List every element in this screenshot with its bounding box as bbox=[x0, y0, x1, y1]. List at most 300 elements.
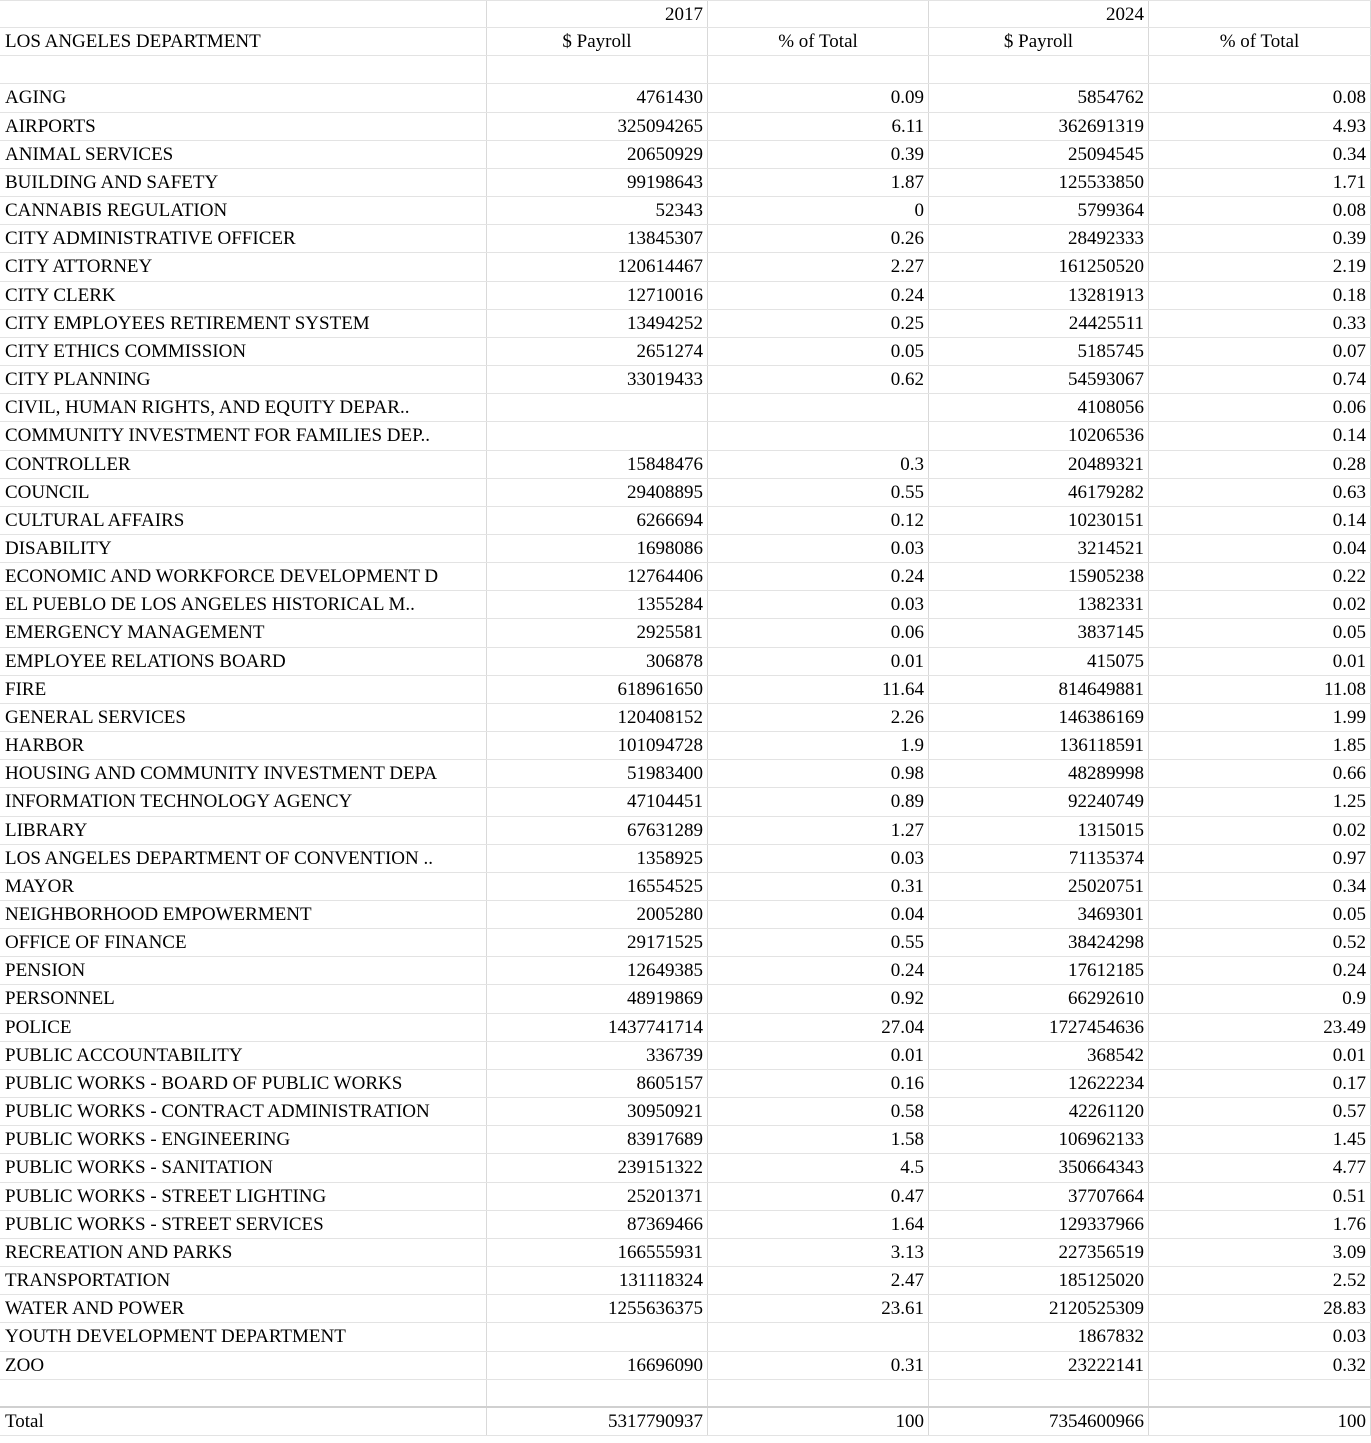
header-blank-cell[interactable] bbox=[0, 1, 487, 27]
pct-2024-cell[interactable]: 0.28 bbox=[1149, 451, 1371, 478]
payroll-2024-cell[interactable]: 1727454636 bbox=[929, 1014, 1149, 1041]
department-cell[interactable]: CITY ATTORNEY bbox=[0, 253, 487, 280]
pct-2024-cell[interactable]: 0.06 bbox=[1149, 394, 1371, 421]
pct-2024-cell[interactable]: 0.34 bbox=[1149, 873, 1371, 900]
table-row bbox=[0, 901, 1371, 929]
payroll-2024-cell[interactable]: 24425511 bbox=[929, 310, 1149, 337]
payroll-2024-cell[interactable]: 92240749 bbox=[929, 788, 1149, 815]
table-row bbox=[0, 169, 1371, 197]
department-cell[interactable]: OFFICE OF FINANCE bbox=[0, 929, 487, 956]
pct-2024-cell[interactable]: 0.08 bbox=[1149, 84, 1371, 111]
pct-2017-cell[interactable]: 2.26 bbox=[708, 704, 929, 731]
payroll-2017-cell[interactable]: 1437741714 bbox=[487, 1014, 708, 1041]
pct-2024-cell[interactable]: 0.32 bbox=[1149, 1352, 1371, 1379]
table-row bbox=[0, 197, 1371, 225]
payroll-2024-cell[interactable]: 5799364 bbox=[929, 197, 1149, 224]
payroll-2017-cell[interactable]: 29408895 bbox=[487, 479, 708, 506]
pct-2024-cell[interactable]: 1.99 bbox=[1149, 704, 1371, 731]
table-row bbox=[0, 1042, 1371, 1070]
payroll-2024-cell[interactable]: 185125020 bbox=[929, 1267, 1149, 1294]
payroll-2024-cell[interactable]: 10230151 bbox=[929, 507, 1149, 534]
pct-2024-cell[interactable]: 1.85 bbox=[1149, 732, 1371, 759]
payroll-2017-cell[interactable]: 2925581 bbox=[487, 619, 708, 646]
pct-2017-cell[interactable] bbox=[708, 394, 929, 421]
table-row bbox=[0, 84, 1371, 112]
payroll-2024-cell[interactable]: 368542 bbox=[929, 1042, 1149, 1069]
payroll-2024-cell[interactable]: 3214521 bbox=[929, 535, 1149, 562]
pct-2024-cell[interactable]: 4.77 bbox=[1149, 1154, 1371, 1181]
pct-2017-cell[interactable]: 0.25 bbox=[708, 310, 929, 337]
department-cell[interactable]: PUBLIC ACCOUNTABILITY bbox=[0, 1042, 487, 1069]
payroll-2017-cell[interactable]: 13494252 bbox=[487, 310, 708, 337]
payroll-2017-cell[interactable]: 325094265 bbox=[487, 113, 708, 140]
pct-2017-cell[interactable]: 0.31 bbox=[708, 1352, 929, 1379]
table-body bbox=[0, 84, 1371, 1379]
payroll-2024-cell[interactable]: 227356519 bbox=[929, 1239, 1149, 1266]
pct-2024-cell[interactable]: 0.03 bbox=[1149, 1323, 1371, 1350]
payroll-2017-cell[interactable]: 16554525 bbox=[487, 873, 708, 900]
payroll-2017-cell[interactable]: 30950921 bbox=[487, 1098, 708, 1125]
payroll-2017-cell[interactable]: 336739 bbox=[487, 1042, 708, 1069]
payroll-2017-cell[interactable]: 306878 bbox=[487, 648, 708, 675]
pct-2017-cell[interactable]: 0.24 bbox=[708, 957, 929, 984]
department-cell[interactable]: PUBLIC WORKS - STREET SERVICES bbox=[0, 1211, 487, 1238]
payroll-2024-cell[interactable]: 42261120 bbox=[929, 1098, 1149, 1125]
payroll-2017-cell[interactable]: 52343 bbox=[487, 197, 708, 224]
payroll-2024-cell[interactable]: 15905238 bbox=[929, 563, 1149, 590]
payroll-2024-cell[interactable]: 48289998 bbox=[929, 760, 1149, 787]
pct-2024-cell[interactable]: 0.39 bbox=[1149, 225, 1371, 252]
table-row bbox=[0, 253, 1371, 281]
department-cell[interactable]: CIVIL, HUMAN RIGHTS, AND EQUITY DEPAR.. bbox=[0, 394, 487, 421]
payroll-2017-cell[interactable]: 51983400 bbox=[487, 760, 708, 787]
pct-2017-cell[interactable]: 0.58 bbox=[708, 1098, 929, 1125]
payroll-2024-cell[interactable]: 25094545 bbox=[929, 141, 1149, 168]
payroll-2017-cell[interactable]: 8605157 bbox=[487, 1070, 708, 1097]
pct-2017-cell[interactable]: 0.04 bbox=[708, 901, 929, 928]
department-cell[interactable]: PUBLIC WORKS - SANITATION bbox=[0, 1154, 487, 1181]
department-cell[interactable]: ZOO bbox=[0, 1352, 487, 1379]
payroll-2017-cell[interactable]: 33019433 bbox=[487, 366, 708, 393]
department-cell[interactable]: HARBOR bbox=[0, 732, 487, 759]
table-row bbox=[0, 535, 1371, 563]
table-row bbox=[0, 1070, 1371, 1098]
payroll-2017-cell[interactable]: 618961650 bbox=[487, 676, 708, 703]
column-header-pct-2017[interactable]: % of Total bbox=[708, 28, 929, 55]
table-row bbox=[0, 957, 1371, 985]
department-cell[interactable]: CITY PLANNING bbox=[0, 366, 487, 393]
payroll-2024-cell[interactable]: 12622234 bbox=[929, 1070, 1149, 1097]
table-row bbox=[0, 619, 1371, 647]
payroll-2017-cell[interactable]: 20650929 bbox=[487, 141, 708, 168]
payroll-2017-cell[interactable]: 1355284 bbox=[487, 591, 708, 618]
payroll-2017-cell[interactable]: 120408152 bbox=[487, 704, 708, 731]
pct-2024-cell[interactable]: 0.74 bbox=[1149, 366, 1371, 393]
table-row bbox=[0, 563, 1371, 591]
pct-2017-cell[interactable]: 6.11 bbox=[708, 113, 929, 140]
blank-row bbox=[0, 56, 1371, 84]
pct-2024-cell[interactable]: 0.05 bbox=[1149, 901, 1371, 928]
payroll-2024-cell[interactable]: 1867832 bbox=[929, 1323, 1149, 1350]
department-cell[interactable]: BUILDING AND SAFETY bbox=[0, 169, 487, 196]
payroll-2017-cell[interactable]: 1358925 bbox=[487, 845, 708, 872]
pct-2024-cell[interactable]: 0.63 bbox=[1149, 479, 1371, 506]
pct-2024-cell[interactable]: 0.33 bbox=[1149, 310, 1371, 337]
pct-2024-cell[interactable]: 4.93 bbox=[1149, 113, 1371, 140]
payroll-2017-cell[interactable]: 47104451 bbox=[487, 788, 708, 815]
blank-cell[interactable] bbox=[708, 1380, 929, 1406]
payroll-2024-cell[interactable]: 37707664 bbox=[929, 1183, 1149, 1210]
payroll-2024-cell[interactable]: 20489321 bbox=[929, 451, 1149, 478]
blank-cell[interactable] bbox=[929, 56, 1149, 83]
payroll-2017-cell[interactable]: 1255636375 bbox=[487, 1295, 708, 1322]
table-row bbox=[0, 676, 1371, 704]
pct-2024-cell[interactable]: 3.09 bbox=[1149, 1239, 1371, 1266]
department-cell[interactable]: PUBLIC WORKS - CONTRACT ADMINISTRATION bbox=[0, 1098, 487, 1125]
pct-2017-cell[interactable]: 0.24 bbox=[708, 563, 929, 590]
pct-2024-cell[interactable]: 0.9 bbox=[1149, 985, 1371, 1012]
pct-2017-cell[interactable]: 23.61 bbox=[708, 1295, 929, 1322]
payroll-2017-cell[interactable]: 2005280 bbox=[487, 901, 708, 928]
total-label[interactable]: Total bbox=[0, 1408, 487, 1435]
column-header-department[interactable]: LOS ANGELES DEPARTMENT bbox=[0, 28, 487, 55]
payroll-2017-cell[interactable]: 2651274 bbox=[487, 338, 708, 365]
payroll-2017-cell[interactable]: 16696090 bbox=[487, 1352, 708, 1379]
payroll-2024-cell[interactable]: 106962133 bbox=[929, 1126, 1149, 1153]
pct-2024-cell[interactable]: 0.24 bbox=[1149, 957, 1371, 984]
pct-2024-cell[interactable]: 0.66 bbox=[1149, 760, 1371, 787]
payroll-2017-cell[interactable]: 48919869 bbox=[487, 985, 708, 1012]
total-pct-2017[interactable]: 100 bbox=[708, 1408, 929, 1435]
payroll-2017-cell[interactable]: 25201371 bbox=[487, 1183, 708, 1210]
payroll-2024-cell[interactable]: 38424298 bbox=[929, 929, 1149, 956]
payroll-2017-cell[interactable]: 83917689 bbox=[487, 1126, 708, 1153]
table-row bbox=[0, 648, 1371, 676]
table-row bbox=[0, 1098, 1371, 1126]
column-header-payroll-2024[interactable]: $ Payroll bbox=[929, 28, 1149, 55]
table-row bbox=[0, 1323, 1371, 1351]
table-row bbox=[0, 282, 1371, 310]
department-cell[interactable]: COMMUNITY INVESTMENT FOR FAMILIES DEP.. bbox=[0, 422, 487, 449]
department-cell[interactable]: EMERGENCY MANAGEMENT bbox=[0, 619, 487, 646]
payroll-2017-cell[interactable]: 4761430 bbox=[487, 84, 708, 111]
payroll-2024-cell[interactable]: 25020751 bbox=[929, 873, 1149, 900]
payroll-2017-cell[interactable]: 6266694 bbox=[487, 507, 708, 534]
pct-2017-cell[interactable]: 0.92 bbox=[708, 985, 929, 1012]
payroll-2024-cell[interactable]: 136118591 bbox=[929, 732, 1149, 759]
payroll-2024-cell[interactable]: 54593067 bbox=[929, 366, 1149, 393]
table-row bbox=[0, 1352, 1371, 1380]
table-row bbox=[0, 873, 1371, 901]
pct-2024-cell[interactable]: 0.05 bbox=[1149, 619, 1371, 646]
table-row bbox=[0, 1239, 1371, 1267]
pct-2017-cell[interactable]: 1.58 bbox=[708, 1126, 929, 1153]
pct-2024-cell[interactable]: 0.57 bbox=[1149, 1098, 1371, 1125]
payroll-2017-cell[interactable]: 120614467 bbox=[487, 253, 708, 280]
payroll-2024-cell[interactable]: 362691319 bbox=[929, 113, 1149, 140]
pct-2017-cell[interactable]: 0.03 bbox=[708, 591, 929, 618]
department-cell[interactable]: COUNCIL bbox=[0, 479, 487, 506]
pct-2017-cell[interactable]: 0.26 bbox=[708, 225, 929, 252]
pct-2024-cell[interactable]: 0.01 bbox=[1149, 648, 1371, 675]
payroll-2017-cell[interactable]: 67631289 bbox=[487, 817, 708, 844]
pct-2024-cell[interactable]: 0.02 bbox=[1149, 817, 1371, 844]
pct-2017-cell[interactable]: 0.06 bbox=[708, 619, 929, 646]
payroll-2024-cell[interactable]: 23222141 bbox=[929, 1352, 1149, 1379]
pct-2024-cell[interactable]: 0.07 bbox=[1149, 338, 1371, 365]
pct-2017-cell[interactable]: 0.24 bbox=[708, 282, 929, 309]
pct-2024-cell[interactable]: 2.52 bbox=[1149, 1267, 1371, 1294]
payroll-2017-cell[interactable] bbox=[487, 422, 708, 449]
department-cell[interactable]: PUBLIC WORKS - STREET LIGHTING bbox=[0, 1183, 487, 1210]
pct-2024-cell[interactable]: 2.19 bbox=[1149, 253, 1371, 280]
table-row bbox=[0, 113, 1371, 141]
pct-2017-cell[interactable]: 0.55 bbox=[708, 479, 929, 506]
pct-2017-cell[interactable]: 11.64 bbox=[708, 676, 929, 703]
blank-cell[interactable] bbox=[0, 56, 487, 83]
department-cell[interactable]: MAYOR bbox=[0, 873, 487, 900]
table-row bbox=[0, 845, 1371, 873]
department-cell[interactable]: INFORMATION TECHNOLOGY AGENCY bbox=[0, 788, 487, 815]
payroll-2024-cell[interactable]: 10206536 bbox=[929, 422, 1149, 449]
pct-2024-cell[interactable]: 1.25 bbox=[1149, 788, 1371, 815]
payroll-2024-cell[interactable]: 1382331 bbox=[929, 591, 1149, 618]
table-row bbox=[0, 310, 1371, 338]
pct-2017-cell[interactable]: 0.16 bbox=[708, 1070, 929, 1097]
blank-cell[interactable] bbox=[708, 56, 929, 83]
payroll-2017-cell[interactable]: 12710016 bbox=[487, 282, 708, 309]
pct-2017-cell[interactable] bbox=[708, 422, 929, 449]
header-blank-cell[interactable] bbox=[708, 1, 929, 27]
pct-2017-cell[interactable]: 0 bbox=[708, 197, 929, 224]
payroll-2024-cell[interactable]: 146386169 bbox=[929, 704, 1149, 731]
table-row bbox=[0, 1211, 1371, 1239]
pct-2017-cell[interactable]: 0.09 bbox=[708, 84, 929, 111]
payroll-2024-cell[interactable]: 46179282 bbox=[929, 479, 1149, 506]
pct-2017-cell[interactable]: 0.01 bbox=[708, 1042, 929, 1069]
blank-cell[interactable] bbox=[1149, 1380, 1371, 1406]
blank-cell[interactable] bbox=[929, 1380, 1149, 1406]
department-cell[interactable]: CONTROLLER bbox=[0, 451, 487, 478]
payroll-2024-cell[interactable]: 1315015 bbox=[929, 817, 1149, 844]
pct-2024-cell[interactable]: 0.22 bbox=[1149, 563, 1371, 590]
payroll-2017-cell[interactable]: 13845307 bbox=[487, 225, 708, 252]
department-cell[interactable]: CULTURAL AFFAIRS bbox=[0, 507, 487, 534]
pct-2017-cell[interactable]: 3.13 bbox=[708, 1239, 929, 1266]
payroll-2024-cell[interactable]: 2120525309 bbox=[929, 1295, 1149, 1322]
pct-2024-cell[interactable]: 1.45 bbox=[1149, 1126, 1371, 1153]
payroll-2017-cell[interactable]: 166555931 bbox=[487, 1239, 708, 1266]
department-cell[interactable]: PUBLIC WORKS - ENGINEERING bbox=[0, 1126, 487, 1153]
payroll-2017-cell[interactable]: 12649385 bbox=[487, 957, 708, 984]
payroll-2024-cell[interactable]: 66292610 bbox=[929, 985, 1149, 1012]
department-cell[interactable]: EL PUEBLO DE LOS ANGELES HISTORICAL M.. bbox=[0, 591, 487, 618]
pct-2017-cell[interactable]: 1.9 bbox=[708, 732, 929, 759]
table-row bbox=[0, 338, 1371, 366]
blank-cell[interactable] bbox=[1149, 56, 1371, 83]
payroll-2017-cell[interactable]: 12764406 bbox=[487, 563, 708, 590]
payroll-2024-cell[interactable]: 17612185 bbox=[929, 957, 1149, 984]
department-cell[interactable]: WATER AND POWER bbox=[0, 1295, 487, 1322]
department-cell[interactable]: TRANSPORTATION bbox=[0, 1267, 487, 1294]
department-cell[interactable]: FIRE bbox=[0, 676, 487, 703]
pct-2017-cell[interactable]: 4.5 bbox=[708, 1154, 929, 1181]
total-row bbox=[0, 1408, 1371, 1436]
pct-2017-cell[interactable]: 0.3 bbox=[708, 451, 929, 478]
pct-2017-cell[interactable]: 0.47 bbox=[708, 1183, 929, 1210]
payroll-2024-cell[interactable]: 5185745 bbox=[929, 338, 1149, 365]
pct-2024-cell[interactable]: 23.49 bbox=[1149, 1014, 1371, 1041]
table-row bbox=[0, 451, 1371, 479]
payroll-2024-cell[interactable]: 814649881 bbox=[929, 676, 1149, 703]
total-pct-2024[interactable]: 100 bbox=[1149, 1408, 1371, 1435]
department-cell[interactable]: AGING bbox=[0, 84, 487, 111]
table-row bbox=[0, 704, 1371, 732]
payroll-2024-cell[interactable]: 415075 bbox=[929, 648, 1149, 675]
payroll-2017-cell[interactable] bbox=[487, 394, 708, 421]
table-row bbox=[0, 225, 1371, 253]
table-row bbox=[0, 817, 1371, 845]
table-row bbox=[0, 985, 1371, 1013]
payroll-2024-cell[interactable]: 5854762 bbox=[929, 84, 1149, 111]
pct-2017-cell[interactable]: 0.55 bbox=[708, 929, 929, 956]
table-row bbox=[0, 1267, 1371, 1295]
table-row bbox=[0, 479, 1371, 507]
header-blank-cell[interactable] bbox=[1149, 1, 1371, 27]
payroll-2017-cell[interactable] bbox=[487, 1323, 708, 1350]
pct-2017-cell[interactable]: 0.03 bbox=[708, 845, 929, 872]
payroll-2017-cell[interactable]: 99198643 bbox=[487, 169, 708, 196]
payroll-2024-cell[interactable]: 3837145 bbox=[929, 619, 1149, 646]
department-cell[interactable]: PUBLIC WORKS - BOARD OF PUBLIC WORKS bbox=[0, 1070, 487, 1097]
pct-2024-cell[interactable]: 0.02 bbox=[1149, 591, 1371, 618]
payroll-2017-cell[interactable]: 131118324 bbox=[487, 1267, 708, 1294]
year-2024-label[interactable]: 2024 bbox=[929, 1, 1149, 27]
payroll-2017-cell[interactable]: 101094728 bbox=[487, 732, 708, 759]
table-row bbox=[0, 732, 1371, 760]
table-row bbox=[0, 1183, 1371, 1211]
table-row bbox=[0, 788, 1371, 816]
pct-2024-cell[interactable]: 0.17 bbox=[1149, 1070, 1371, 1097]
department-cell[interactable]: YOUTH DEVELOPMENT DEPARTMENT bbox=[0, 1323, 487, 1350]
blank-cell[interactable] bbox=[0, 1380, 487, 1406]
payroll-2024-cell[interactable]: 4108056 bbox=[929, 394, 1149, 421]
department-cell[interactable]: CITY EMPLOYEES RETIREMENT SYSTEM bbox=[0, 310, 487, 337]
pct-2017-cell[interactable]: 1.27 bbox=[708, 817, 929, 844]
pct-2017-cell[interactable]: 0.05 bbox=[708, 338, 929, 365]
table-row bbox=[0, 141, 1371, 169]
pct-2024-cell[interactable]: 0.08 bbox=[1149, 197, 1371, 224]
blank-cell[interactable] bbox=[487, 56, 708, 83]
pct-2017-cell[interactable]: 0.62 bbox=[708, 366, 929, 393]
pct-2024-cell[interactable]: 1.76 bbox=[1149, 1211, 1371, 1238]
payroll-2024-cell[interactable]: 13281913 bbox=[929, 282, 1149, 309]
pct-2017-cell[interactable]: 0.98 bbox=[708, 760, 929, 787]
department-cell[interactable]: POLICE bbox=[0, 1014, 487, 1041]
pct-2024-cell[interactable]: 0.01 bbox=[1149, 1042, 1371, 1069]
department-cell[interactable]: AIRPORTS bbox=[0, 113, 487, 140]
payroll-2024-cell[interactable]: 350664343 bbox=[929, 1154, 1149, 1181]
blank-cell[interactable] bbox=[487, 1380, 708, 1406]
payroll-2024-cell[interactable]: 3469301 bbox=[929, 901, 1149, 928]
column-header-pct-2024[interactable]: % of Total bbox=[1149, 28, 1371, 55]
department-cell[interactable]: PENSION bbox=[0, 957, 487, 984]
table-row bbox=[0, 422, 1371, 450]
payroll-2017-cell[interactable]: 87369466 bbox=[487, 1211, 708, 1238]
department-cell[interactable]: CITY CLERK bbox=[0, 282, 487, 309]
pct-2017-cell[interactable]: 0.12 bbox=[708, 507, 929, 534]
table-row bbox=[0, 366, 1371, 394]
department-cell[interactable]: CITY ADMINISTRATIVE OFFICER bbox=[0, 225, 487, 252]
total-payroll-2017[interactable]: 5317790937 bbox=[487, 1408, 708, 1435]
table-row bbox=[0, 929, 1371, 957]
total-payroll-2024[interactable]: 7354600966 bbox=[929, 1408, 1149, 1435]
pct-2017-cell[interactable]: 0.03 bbox=[708, 535, 929, 562]
pct-2024-cell[interactable]: 28.83 bbox=[1149, 1295, 1371, 1322]
column-header-payroll-2017[interactable]: $ Payroll bbox=[487, 28, 708, 55]
department-cell[interactable]: PERSONNEL bbox=[0, 985, 487, 1012]
department-cell[interactable]: RECREATION AND PARKS bbox=[0, 1239, 487, 1266]
department-cell[interactable]: DISABILITY bbox=[0, 535, 487, 562]
pct-2017-cell[interactable]: 1.87 bbox=[708, 169, 929, 196]
payroll-2024-cell[interactable]: 125533850 bbox=[929, 169, 1149, 196]
year-2017-label[interactable]: 2017 bbox=[487, 1, 708, 27]
department-cell[interactable]: LIBRARY bbox=[0, 817, 487, 844]
payroll-2024-cell[interactable]: 71135374 bbox=[929, 845, 1149, 872]
department-cell[interactable]: ANIMAL SERVICES bbox=[0, 141, 487, 168]
department-cell[interactable]: CANNABIS REGULATION bbox=[0, 197, 487, 224]
pct-2024-cell[interactable]: 0.52 bbox=[1149, 929, 1371, 956]
pct-2017-cell[interactable]: 0.89 bbox=[708, 788, 929, 815]
pct-2017-cell[interactable]: 27.04 bbox=[708, 1014, 929, 1041]
pct-2024-cell[interactable]: 0.34 bbox=[1149, 141, 1371, 168]
payroll-2024-cell[interactable]: 28492333 bbox=[929, 225, 1149, 252]
pct-2017-cell[interactable] bbox=[708, 1323, 929, 1350]
pct-2024-cell[interactable]: 1.71 bbox=[1149, 169, 1371, 196]
payroll-2024-cell[interactable]: 161250520 bbox=[929, 253, 1149, 280]
pct-2024-cell[interactable]: 0.97 bbox=[1149, 845, 1371, 872]
department-cell[interactable]: GENERAL SERVICES bbox=[0, 704, 487, 731]
pct-2017-cell[interactable]: 2.47 bbox=[708, 1267, 929, 1294]
payroll-2024-cell[interactable]: 129337966 bbox=[929, 1211, 1149, 1238]
pct-2024-cell[interactable]: 0.18 bbox=[1149, 282, 1371, 309]
department-cell[interactable]: EMPLOYEE RELATIONS BOARD bbox=[0, 648, 487, 675]
table-row bbox=[0, 591, 1371, 619]
department-cell[interactable]: HOUSING AND COMMUNITY INVESTMENT DEPA bbox=[0, 760, 487, 787]
department-cell[interactable]: ECONOMIC AND WORKFORCE DEVELOPMENT D bbox=[0, 563, 487, 590]
table-row bbox=[0, 1295, 1371, 1323]
table-row bbox=[0, 1014, 1371, 1042]
pct-2024-cell[interactable]: 0.14 bbox=[1149, 422, 1371, 449]
payroll-2017-cell[interactable]: 1698086 bbox=[487, 535, 708, 562]
department-cell[interactable]: LOS ANGELES DEPARTMENT OF CONVENTION .. bbox=[0, 845, 487, 872]
pct-2024-cell[interactable]: 11.08 bbox=[1149, 676, 1371, 703]
pct-2017-cell[interactable]: 2.27 bbox=[708, 253, 929, 280]
payroll-2017-cell[interactable]: 239151322 bbox=[487, 1154, 708, 1181]
payroll-2017-cell[interactable]: 29171525 bbox=[487, 929, 708, 956]
pct-2024-cell[interactable]: 0.04 bbox=[1149, 535, 1371, 562]
payroll-2017-cell[interactable]: 15848476 bbox=[487, 451, 708, 478]
pct-2017-cell[interactable]: 0.01 bbox=[708, 648, 929, 675]
pct-2024-cell[interactable]: 0.51 bbox=[1149, 1183, 1371, 1210]
pct-2017-cell[interactable]: 1.64 bbox=[708, 1211, 929, 1238]
pct-2017-cell[interactable]: 0.31 bbox=[708, 873, 929, 900]
department-cell[interactable]: CITY ETHICS COMMISSION bbox=[0, 338, 487, 365]
department-cell[interactable]: NEIGHBORHOOD EMPOWERMENT bbox=[0, 901, 487, 928]
pct-2017-cell[interactable]: 0.39 bbox=[708, 141, 929, 168]
pct-2024-cell[interactable]: 0.14 bbox=[1149, 507, 1371, 534]
table-row bbox=[0, 760, 1371, 788]
